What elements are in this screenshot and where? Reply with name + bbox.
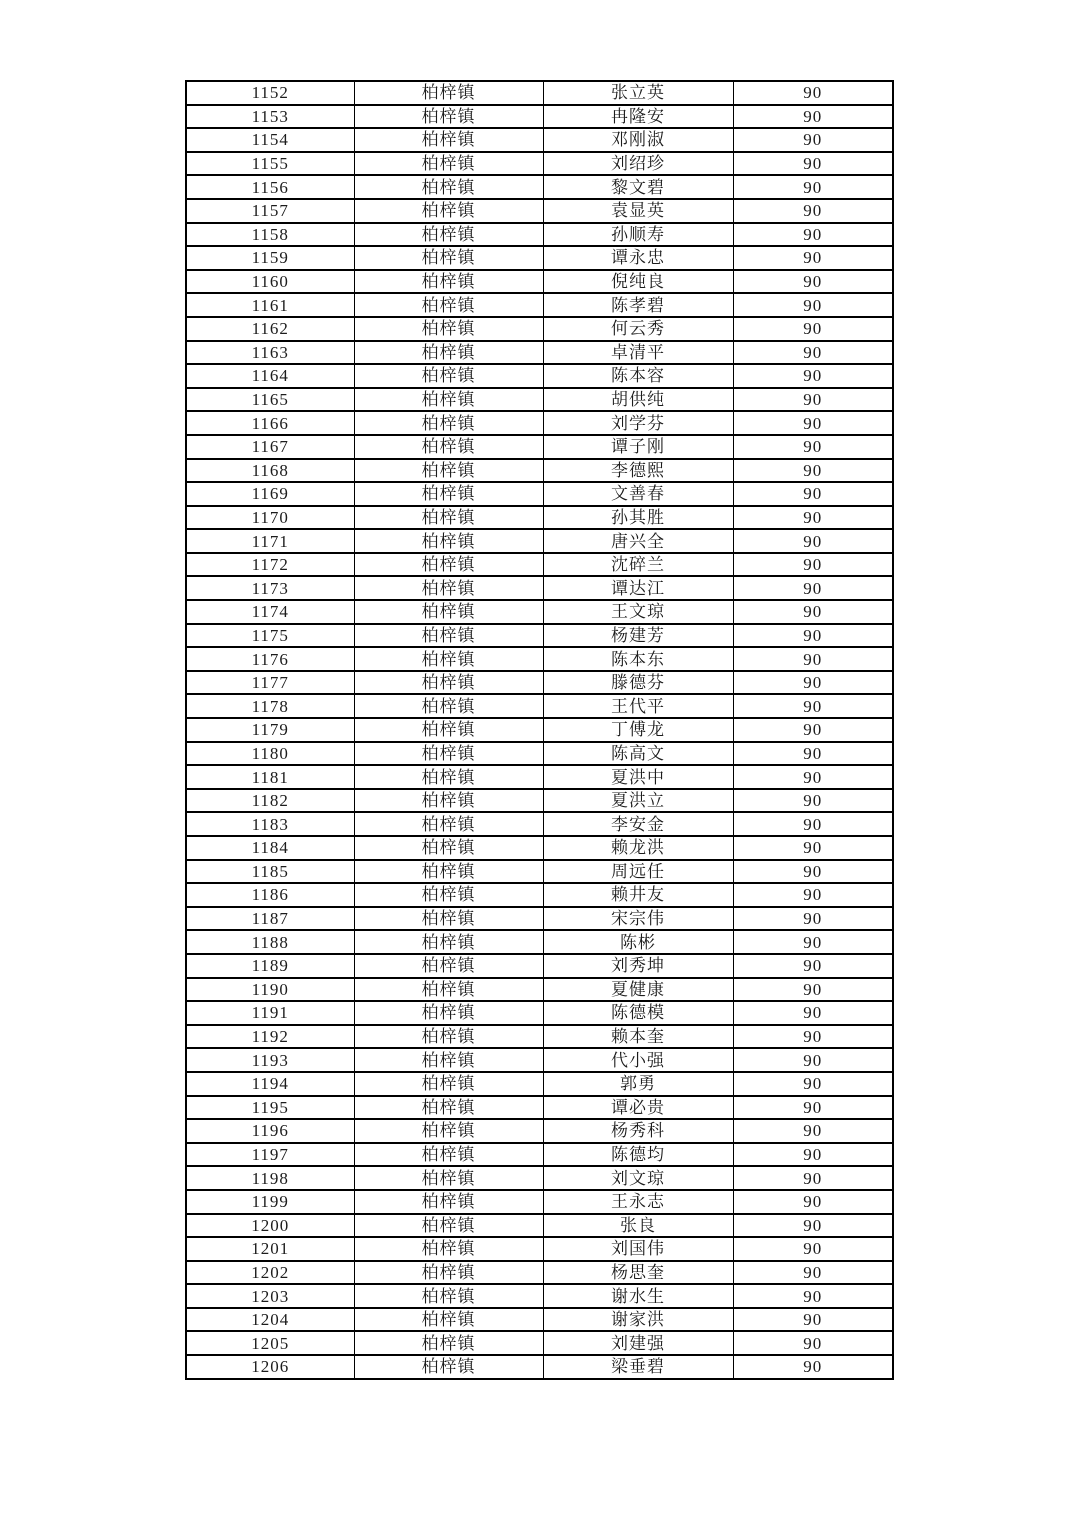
cell-town: 柏梓镇: [354, 576, 543, 600]
cell-score: 90: [733, 1190, 893, 1214]
cell-name: 李安金: [543, 812, 733, 836]
cell-name: 沈碎兰: [543, 553, 733, 577]
cell-score: 90: [733, 1237, 893, 1261]
cell-town: 柏梓镇: [354, 954, 543, 978]
cell-name: 王文琼: [543, 600, 733, 624]
cell-town: 柏梓镇: [354, 199, 543, 223]
table-row: [186, 506, 893, 530]
cell-town: 柏梓镇: [354, 694, 543, 718]
table-row: [186, 576, 893, 600]
cell-name: 胡供纯: [543, 388, 733, 412]
cell-serial: 1177: [186, 671, 354, 695]
cell-town: 柏梓镇: [354, 1308, 543, 1332]
cell-town: 柏梓镇: [354, 1072, 543, 1096]
cell-name: 杨建芳: [543, 624, 733, 648]
cell-name: 陈孝碧: [543, 293, 733, 317]
table-row: [186, 1119, 893, 1143]
cell-name: 丁傅龙: [543, 718, 733, 742]
cell-serial: 1189: [186, 954, 354, 978]
cell-score: 90: [733, 175, 893, 199]
cell-town: 柏梓镇: [354, 718, 543, 742]
cell-score: 90: [733, 459, 893, 483]
table-row: [186, 1025, 893, 1049]
cell-serial: 1161: [186, 293, 354, 317]
cell-name: 冉隆安: [543, 105, 733, 129]
cell-serial: 1163: [186, 341, 354, 365]
cell-name: 刘建强: [543, 1331, 733, 1355]
table-row: [186, 671, 893, 695]
table-row: [186, 647, 893, 671]
table-row: [186, 812, 893, 836]
table-row: [186, 293, 893, 317]
cell-score: 90: [733, 1214, 893, 1238]
cell-town: 柏梓镇: [354, 105, 543, 129]
cell-name: 谭永忠: [543, 246, 733, 270]
table-row: [186, 482, 893, 506]
cell-score: 90: [733, 105, 893, 129]
cell-serial: 1197: [186, 1143, 354, 1167]
cell-score: 90: [733, 907, 893, 931]
table-row: [186, 553, 893, 577]
cell-town: 柏梓镇: [354, 364, 543, 388]
table-row: [186, 694, 893, 718]
cell-town: 柏梓镇: [354, 1025, 543, 1049]
table-row: [186, 1214, 893, 1238]
cell-name: 谭子刚: [543, 435, 733, 459]
cell-serial: 1156: [186, 175, 354, 199]
cell-score: 90: [733, 1261, 893, 1285]
cell-town: 柏梓镇: [354, 128, 543, 152]
table-row: [186, 411, 893, 435]
table-row: [186, 930, 893, 954]
cell-serial: 1195: [186, 1096, 354, 1120]
cell-score: 90: [733, 1355, 893, 1379]
cell-town: 柏梓镇: [354, 1143, 543, 1167]
cell-town: 柏梓镇: [354, 223, 543, 247]
cell-serial: 1191: [186, 1001, 354, 1025]
cell-name: 谭必贵: [543, 1096, 733, 1120]
cell-name: 谢家洪: [543, 1308, 733, 1332]
cell-serial: 1153: [186, 105, 354, 129]
cell-score: 90: [733, 270, 893, 294]
table-row: [186, 765, 893, 789]
cell-name: 邓刚淑: [543, 128, 733, 152]
cell-town: 柏梓镇: [354, 836, 543, 860]
cell-serial: 1182: [186, 789, 354, 813]
table-row: [186, 1143, 893, 1167]
cell-name: 宋宗伟: [543, 907, 733, 931]
table-row: [186, 81, 893, 105]
cell-town: 柏梓镇: [354, 860, 543, 884]
cell-town: 柏梓镇: [354, 1284, 543, 1308]
cell-town: 柏梓镇: [354, 930, 543, 954]
cell-score: 90: [733, 624, 893, 648]
table-row: [186, 199, 893, 223]
cell-name: 卓清平: [543, 341, 733, 365]
cell-town: 柏梓镇: [354, 1355, 543, 1379]
cell-serial: 1157: [186, 199, 354, 223]
cell-town: 柏梓镇: [354, 529, 543, 553]
cell-town: 柏梓镇: [354, 81, 543, 105]
cell-score: 90: [733, 954, 893, 978]
cell-serial: 1180: [186, 742, 354, 766]
cell-name: 陈本东: [543, 647, 733, 671]
cell-serial: 1187: [186, 907, 354, 931]
cell-score: 90: [733, 860, 893, 884]
cell-serial: 1178: [186, 694, 354, 718]
cell-name: 黎文碧: [543, 175, 733, 199]
table-row: [186, 1284, 893, 1308]
table-row: [186, 459, 893, 483]
table-row: [186, 1308, 893, 1332]
cell-name: 杨秀科: [543, 1119, 733, 1143]
cell-score: 90: [733, 1072, 893, 1096]
cell-name: 杨思奎: [543, 1261, 733, 1285]
cell-town: 柏梓镇: [354, 506, 543, 530]
roster-table: [185, 80, 894, 1380]
cell-serial: 1159: [186, 246, 354, 270]
table-row: [186, 435, 893, 459]
cell-serial: 1190: [186, 978, 354, 1002]
cell-town: 柏梓镇: [354, 789, 543, 813]
cell-town: 柏梓镇: [354, 978, 543, 1002]
cell-serial: 1160: [186, 270, 354, 294]
table-row: [186, 907, 893, 931]
cell-name: 李德熙: [543, 459, 733, 483]
cell-serial: 1154: [186, 128, 354, 152]
cell-name: 夏洪立: [543, 789, 733, 813]
cell-score: 90: [733, 1143, 893, 1167]
cell-town: 柏梓镇: [354, 175, 543, 199]
cell-town: 柏梓镇: [354, 152, 543, 176]
cell-town: 柏梓镇: [354, 1261, 543, 1285]
cell-score: 90: [733, 1025, 893, 1049]
cell-serial: 1174: [186, 600, 354, 624]
cell-town: 柏梓镇: [354, 1119, 543, 1143]
cell-name: 张立英: [543, 81, 733, 105]
cell-name: 谭达江: [543, 576, 733, 600]
table-row: [186, 718, 893, 742]
cell-score: 90: [733, 647, 893, 671]
cell-town: 柏梓镇: [354, 1190, 543, 1214]
cell-name: 孙其胜: [543, 506, 733, 530]
cell-town: 柏梓镇: [354, 742, 543, 766]
cell-town: 柏梓镇: [354, 435, 543, 459]
table-row: [186, 105, 893, 129]
table-row: [186, 388, 893, 412]
cell-serial: 1196: [186, 1119, 354, 1143]
cell-name: 陈本容: [543, 364, 733, 388]
table-row: [186, 364, 893, 388]
cell-score: 90: [733, 1096, 893, 1120]
cell-score: 90: [733, 293, 893, 317]
cell-serial: 1165: [186, 388, 354, 412]
table-row: [186, 1355, 893, 1379]
cell-serial: 1198: [186, 1166, 354, 1190]
cell-name: 赖龙洪: [543, 836, 733, 860]
table-row: [186, 836, 893, 860]
cell-town: 柏梓镇: [354, 293, 543, 317]
cell-serial: 1155: [186, 152, 354, 176]
table-row: [186, 600, 893, 624]
cell-name: 梁垂碧: [543, 1355, 733, 1379]
table-row: [186, 1166, 893, 1190]
cell-name: 陈德均: [543, 1143, 733, 1167]
table-row: [186, 128, 893, 152]
cell-name: 滕德芬: [543, 671, 733, 695]
cell-serial: 1203: [186, 1284, 354, 1308]
cell-name: 陈彬: [543, 930, 733, 954]
cell-name: 王永志: [543, 1190, 733, 1214]
cell-town: 柏梓镇: [354, 765, 543, 789]
cell-score: 90: [733, 1284, 893, 1308]
cell-score: 90: [733, 411, 893, 435]
cell-serial: 1173: [186, 576, 354, 600]
cell-serial: 1176: [186, 647, 354, 671]
cell-name: 何云秀: [543, 317, 733, 341]
cell-score: 90: [733, 671, 893, 695]
cell-town: 柏梓镇: [354, 411, 543, 435]
cell-name: 周远任: [543, 860, 733, 884]
cell-serial: 1170: [186, 506, 354, 530]
cell-score: 90: [733, 199, 893, 223]
cell-serial: 1181: [186, 765, 354, 789]
cell-name: 郭勇: [543, 1072, 733, 1096]
cell-name: 唐兴全: [543, 529, 733, 553]
cell-town: 柏梓镇: [354, 1214, 543, 1238]
cell-town: 柏梓镇: [354, 812, 543, 836]
cell-town: 柏梓镇: [354, 600, 543, 624]
cell-name: 刘文琼: [543, 1166, 733, 1190]
cell-serial: 1204: [186, 1308, 354, 1332]
cell-serial: 1199: [186, 1190, 354, 1214]
cell-serial: 1169: [186, 482, 354, 506]
cell-name: 刘绍珍: [543, 152, 733, 176]
cell-score: 90: [733, 246, 893, 270]
table-row: [186, 860, 893, 884]
cell-score: 90: [733, 128, 893, 152]
cell-name: 谢水生: [543, 1284, 733, 1308]
table-row: [186, 223, 893, 247]
cell-town: 柏梓镇: [354, 246, 543, 270]
cell-name: 赖本奎: [543, 1025, 733, 1049]
cell-name: 文善春: [543, 482, 733, 506]
cell-score: 90: [733, 152, 893, 176]
cell-name: 袁显英: [543, 199, 733, 223]
table-row: [186, 1072, 893, 1096]
cell-town: 柏梓镇: [354, 270, 543, 294]
cell-score: 90: [733, 694, 893, 718]
table-row: [186, 341, 893, 365]
cell-score: 90: [733, 978, 893, 1002]
cell-score: 90: [733, 836, 893, 860]
cell-serial: 1175: [186, 624, 354, 648]
cell-score: 90: [733, 364, 893, 388]
cell-serial: 1179: [186, 718, 354, 742]
table-row: [186, 1331, 893, 1355]
cell-score: 90: [733, 600, 893, 624]
cell-name: 夏健康: [543, 978, 733, 1002]
cell-serial: 1167: [186, 435, 354, 459]
cell-name: 赖井友: [543, 883, 733, 907]
cell-name: 夏洪中: [543, 765, 733, 789]
cell-score: 90: [733, 789, 893, 813]
cell-town: 柏梓镇: [354, 671, 543, 695]
table-row: [186, 270, 893, 294]
cell-serial: 1188: [186, 930, 354, 954]
cell-serial: 1194: [186, 1072, 354, 1096]
cell-score: 90: [733, 529, 893, 553]
cell-name: 孙顺寿: [543, 223, 733, 247]
cell-town: 柏梓镇: [354, 647, 543, 671]
cell-name: 刘国伟: [543, 1237, 733, 1261]
cell-score: 90: [733, 482, 893, 506]
cell-name: 王代平: [543, 694, 733, 718]
cell-score: 90: [733, 506, 893, 530]
cell-score: 90: [733, 317, 893, 341]
cell-serial: 1171: [186, 529, 354, 553]
cell-serial: 1193: [186, 1048, 354, 1072]
cell-name: 倪纯良: [543, 270, 733, 294]
table-row: [186, 1001, 893, 1025]
roster-body: [186, 81, 893, 1379]
cell-town: 柏梓镇: [354, 388, 543, 412]
cell-score: 90: [733, 742, 893, 766]
table-row: [186, 978, 893, 1002]
cell-town: 柏梓镇: [354, 553, 543, 577]
cell-town: 柏梓镇: [354, 1048, 543, 1072]
cell-name: 刘学芬: [543, 411, 733, 435]
cell-score: 90: [733, 718, 893, 742]
table-row: [186, 246, 893, 270]
cell-serial: 1186: [186, 883, 354, 907]
cell-town: 柏梓镇: [354, 317, 543, 341]
table-row: [186, 742, 893, 766]
cell-serial: 1166: [186, 411, 354, 435]
cell-town: 柏梓镇: [354, 624, 543, 648]
cell-serial: 1184: [186, 836, 354, 860]
cell-serial: 1152: [186, 81, 354, 105]
cell-town: 柏梓镇: [354, 1237, 543, 1261]
cell-serial: 1162: [186, 317, 354, 341]
table-row: [186, 1237, 893, 1261]
cell-serial: 1164: [186, 364, 354, 388]
table-row: [186, 789, 893, 813]
table-row: [186, 175, 893, 199]
cell-score: 90: [733, 812, 893, 836]
cell-town: 柏梓镇: [354, 883, 543, 907]
cell-town: 柏梓镇: [354, 1166, 543, 1190]
cell-score: 90: [733, 1048, 893, 1072]
table-row: [186, 1190, 893, 1214]
cell-serial: 1192: [186, 1025, 354, 1049]
cell-town: 柏梓镇: [354, 1096, 543, 1120]
cell-serial: 1205: [186, 1331, 354, 1355]
cell-name: 陈高文: [543, 742, 733, 766]
cell-name: 陈德模: [543, 1001, 733, 1025]
table-row: [186, 954, 893, 978]
cell-name: 代小强: [543, 1048, 733, 1072]
cell-serial: 1168: [186, 459, 354, 483]
cell-score: 90: [733, 388, 893, 412]
cell-score: 90: [733, 1166, 893, 1190]
cell-score: 90: [733, 1308, 893, 1332]
table-row: [186, 1096, 893, 1120]
cell-score: 90: [733, 1119, 893, 1143]
cell-score: 90: [733, 223, 893, 247]
table-row: [186, 529, 893, 553]
cell-town: 柏梓镇: [354, 1001, 543, 1025]
cell-score: 90: [733, 1331, 893, 1355]
cell-score: 90: [733, 341, 893, 365]
cell-serial: 1158: [186, 223, 354, 247]
cell-town: 柏梓镇: [354, 1331, 543, 1355]
table-row: [186, 317, 893, 341]
cell-score: 90: [733, 1001, 893, 1025]
cell-town: 柏梓镇: [354, 482, 543, 506]
table-row: [186, 624, 893, 648]
cell-serial: 1185: [186, 860, 354, 884]
cell-town: 柏梓镇: [354, 341, 543, 365]
cell-town: 柏梓镇: [354, 459, 543, 483]
cell-score: 90: [733, 883, 893, 907]
cell-serial: 1201: [186, 1237, 354, 1261]
cell-score: 90: [733, 576, 893, 600]
cell-serial: 1202: [186, 1261, 354, 1285]
cell-score: 90: [733, 765, 893, 789]
cell-serial: 1200: [186, 1214, 354, 1238]
cell-serial: 1183: [186, 812, 354, 836]
cell-town: 柏梓镇: [354, 907, 543, 931]
cell-score: 90: [733, 930, 893, 954]
table-row: [186, 152, 893, 176]
cell-serial: 1172: [186, 553, 354, 577]
cell-score: 90: [733, 81, 893, 105]
table-row: [186, 1261, 893, 1285]
cell-score: 90: [733, 553, 893, 577]
table-row: [186, 883, 893, 907]
cell-name: 刘秀坤: [543, 954, 733, 978]
cell-serial: 1206: [186, 1355, 354, 1379]
table-row: [186, 1048, 893, 1072]
cell-name: 张良: [543, 1214, 733, 1238]
cell-score: 90: [733, 435, 893, 459]
